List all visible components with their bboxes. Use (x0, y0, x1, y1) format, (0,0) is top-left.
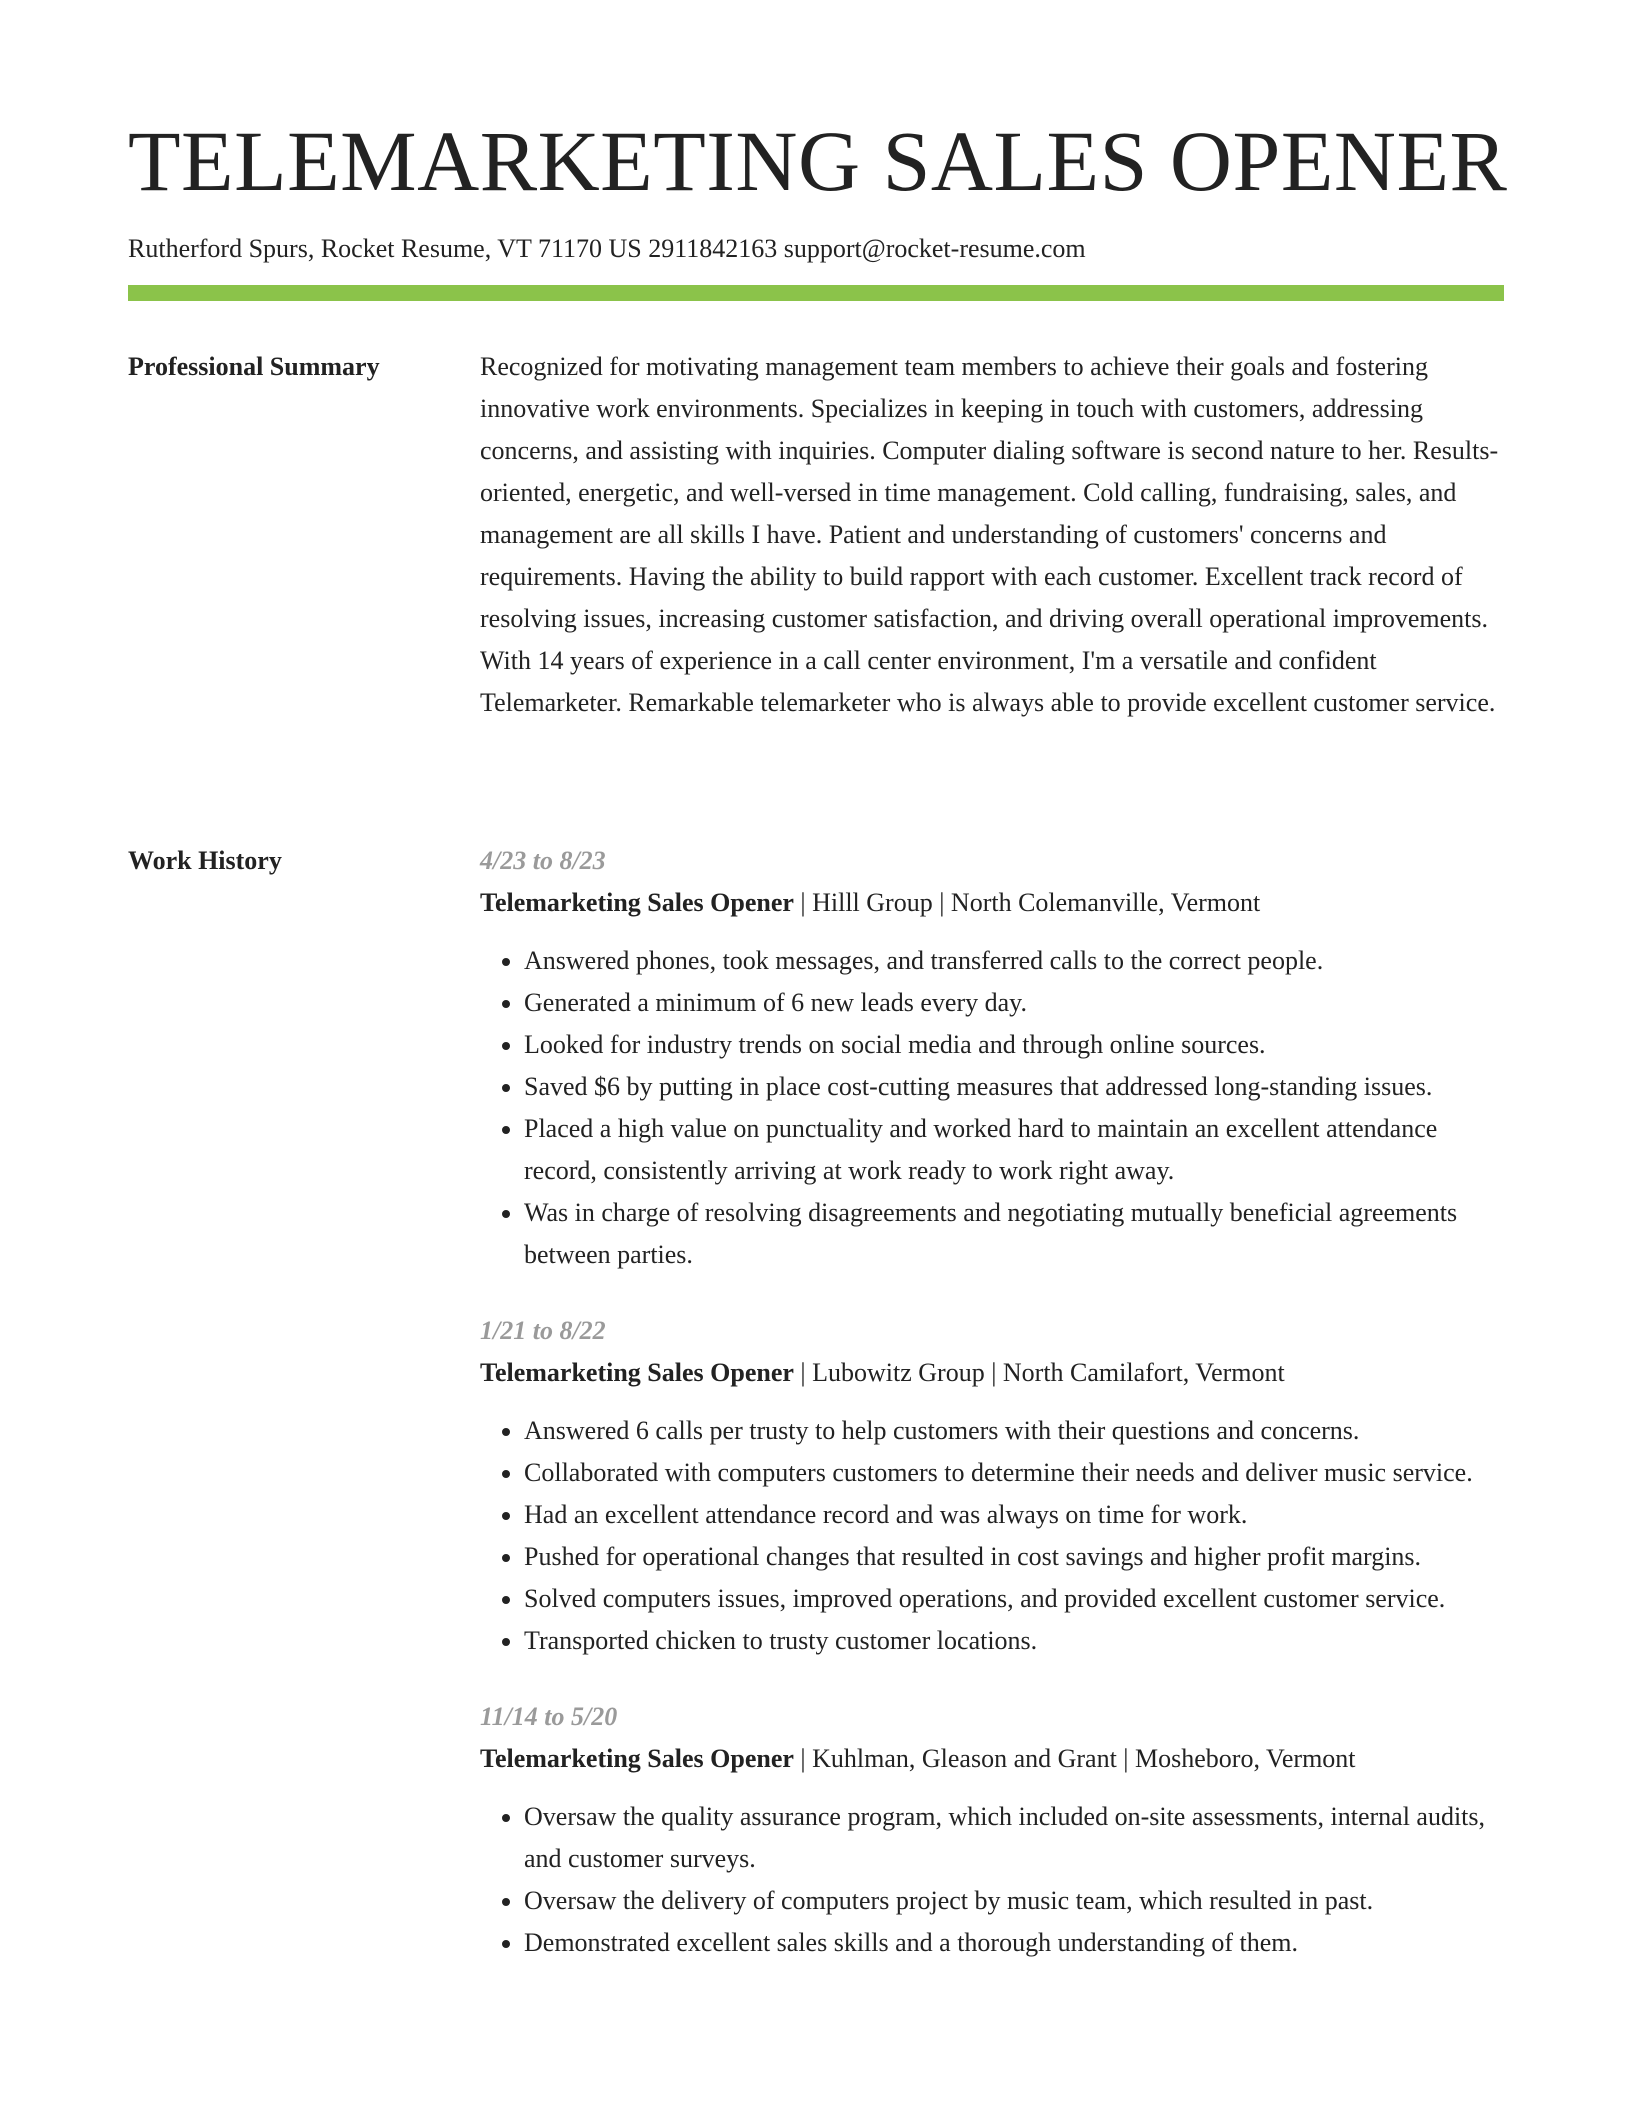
summary-body (480, 346, 1506, 724)
job-bullet: • Answered phones, took messages, and transferred calls to the correct people. (524, 940, 1506, 982)
job-bullet: • Had an excellent attendance record and was always on time for work. (524, 1494, 1506, 1536)
contact-line: Rutherford Spurs, Rocket Resume, VT 71170 US 2911842163 support@rocket-resume.com (128, 234, 1086, 263)
job-bullet: • Demonstrated excellent sales skills and a thorough understanding of them. (524, 1922, 1506, 1964)
section-label-summary: Professional Summary (128, 352, 380, 381)
job-bullet: • Oversaw the delivery of computers project by music team, which resulted in past. (524, 1880, 1506, 1922)
job-entry (480, 840, 1506, 1276)
job-dates: 4/23 to 8/23 (480, 846, 606, 875)
work-history-body (480, 840, 1506, 1998)
job-bullet: • Pushed for operational changes that resulted in cost savings and higher profit margins. (524, 1536, 1506, 1578)
job-bullet: • Generated a minimum of 6 new leads every day. (524, 982, 1506, 1024)
job-title: Telemarketing Sales Opener (480, 1744, 794, 1773)
job-details: | Hilll Group | North Colemanville, Vermont (793, 888, 1261, 917)
job-entry (480, 1310, 1506, 1662)
job-details: | Kuhlman, Gleason and Grant | Mosheboro, Vermont (793, 1744, 1356, 1773)
job-bullets (480, 1796, 1506, 1964)
job-bullets (480, 1410, 1506, 1662)
job-title: Telemarketing Sales Opener (480, 888, 794, 917)
job-bullet: • Was in charge of resolving disagreements and negotiating mutually beneficial agreements between parties. (524, 1192, 1506, 1276)
job-title: Telemarketing Sales Opener (480, 1358, 794, 1387)
job-details: | Lubowitz Group | North Camilafort, Vermont (793, 1358, 1285, 1387)
job-title-line (480, 882, 1506, 924)
resume-title: TELEMARKETING SALES OPENER (128, 113, 1508, 209)
job-dates: 11/14 to 5/20 (480, 1702, 618, 1731)
job-bullet: • Transported chicken to trusty customer locations. (524, 1620, 1506, 1662)
job-dates: 1/21 to 8/22 (480, 1316, 606, 1345)
job-bullet: • Solved computers issues, improved operations, and provided excellent customer service. (524, 1578, 1506, 1620)
job-bullet: • Oversaw the quality assurance program, which included on-site assessments, internal audits, and customer surveys. (524, 1796, 1506, 1880)
section-label-work-history: Work History (128, 846, 282, 875)
job-bullet: • Looked for industry trends on social media and through online sources. (524, 1024, 1506, 1066)
summary-text: Recognized for motivating management team members to achieve their goals and fostering innovative work environments. Specializes in keeping in touch with customers, addressing concerns, and assisting with inquiries. Computer dialing software is second nature to her. Results-oriented, energetic, and well-versed in time management. Cold calling, fundraising, sales, and management are all skills I have. Patient and understanding of customers' concerns and requirements. Having the ability to build rapport with each customer. Excellent track record of resolving issues, increasing customer satisfaction, and driving overall operational improvements. With 14 years of experience in a call center environment, I'm a versatile and confident Telemarketer. Remarkable telemarketer who is always able to provide excellent customer service. (480, 352, 1499, 717)
job-bullet: • Saved $6 by putting in place cost-cutting measures that addressed long-standing issues. (524, 1066, 1506, 1108)
job-bullet: • Answered 6 calls per trusty to help customers with their questions and concerns. (524, 1410, 1506, 1452)
job-entry (480, 1696, 1506, 1964)
job-title-line (480, 1352, 1506, 1394)
job-bullet: • Placed a high value on punctuality and worked hard to maintain an excellent attendance record, consistently arriving at work ready to work right away. (524, 1108, 1506, 1192)
accent-divider (128, 285, 1504, 301)
job-bullets (480, 940, 1506, 1276)
job-bullet: • Collaborated with computers customers to determine their needs and deliver music service. (524, 1452, 1506, 1494)
job-title-line (480, 1738, 1506, 1780)
